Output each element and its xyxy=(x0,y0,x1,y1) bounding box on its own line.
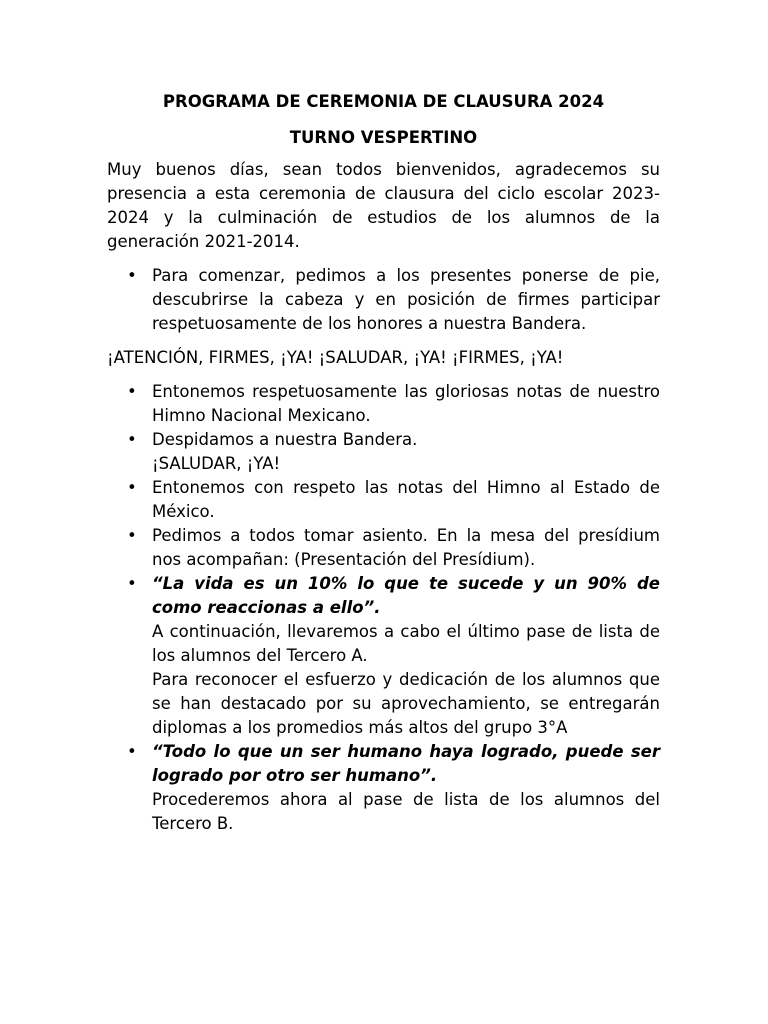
bullet-icon: • xyxy=(127,574,137,593)
bullet-list-honors xyxy=(107,264,660,336)
document-title: PROGRAMA DE CEREMONIA DE CLAUSURA 2024 xyxy=(162,92,605,111)
intro-paragraph: Muy buenos días, sean todos bienvenidos, agradecemos su presencia a esta ceremonia de clausura del ciclo escolar 2023-2024 y la culminación de estudios de los alumnos de la generación 2021-2014. xyxy=(107,160,660,251)
bullet-icon: • xyxy=(127,742,137,761)
list-item-text: Para comenzar, pedimos a los presentes ponerse de pie, descubrirse la cabeza y en posición de firmes participar respetuosamente de los honores a nuestra Bandera. xyxy=(152,266,660,333)
list-item xyxy=(107,524,660,572)
bullet-icon: • xyxy=(127,478,137,497)
bullet-icon: • xyxy=(127,266,137,285)
bullet-icon: • xyxy=(127,526,137,545)
bullet-icon: • xyxy=(127,430,137,449)
list-item-text: Entonemos con respeto las notas del Himno al Estado de México. xyxy=(152,478,660,521)
quote-text: “La vida es un 10% lo que te sucede y un 90% de como reaccionas a ello”. xyxy=(152,574,660,617)
list-item-text: A continuación, llevaremos a cabo el último pase de lista de los alumnos del Tercero A. xyxy=(152,622,660,665)
bullet-icon: • xyxy=(127,382,137,401)
bullet-list-program xyxy=(107,380,660,836)
list-item xyxy=(107,380,660,428)
list-item-text: Para reconocer el esfuerzo y dedicación de los alumnos que se han destacado por su aprovechamiento, se entregarán diplomas a los promedios más altos del grupo 3°A xyxy=(152,670,660,737)
list-item xyxy=(107,740,660,836)
list-item xyxy=(107,572,660,740)
list-item xyxy=(107,428,660,476)
list-item xyxy=(107,264,660,336)
document-page xyxy=(107,90,660,836)
command-line: ¡ATENCIÓN, FIRMES, ¡YA! ¡SALUDAR, ¡YA! ¡FIRMES, ¡YA! xyxy=(107,348,564,367)
list-item-text: Despidamos a nuestra Bandera. xyxy=(152,430,418,449)
list-item-text: Entonemos respetuosamente las gloriosas notas de nuestro Himno Nacional Mexicano. xyxy=(152,382,660,425)
list-item-text: Pedimos a todos tomar asiento. En la mesa del presídium nos acompañan: (Presentación del Presídium). xyxy=(152,526,660,569)
list-item xyxy=(107,476,660,524)
list-item-text: Procederemos ahora al pase de lista de los alumnos del Tercero B. xyxy=(152,790,660,833)
document-subtitle: TURNO VESPERTINO xyxy=(289,128,478,147)
quote-text: “Todo lo que un ser humano haya logrado, puede ser logrado por otro ser humano”. xyxy=(152,742,660,785)
list-item-subtext: ¡SALUDAR, ¡YA! xyxy=(152,454,281,473)
